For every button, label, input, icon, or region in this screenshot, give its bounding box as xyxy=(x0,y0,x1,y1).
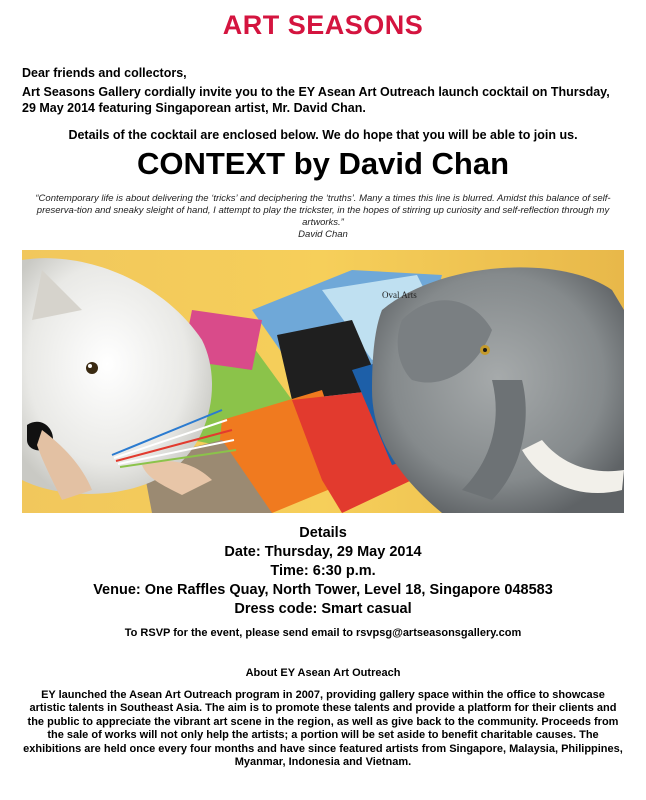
greeting: Dear friends and collectors, xyxy=(22,66,187,80)
quote-text: “Contemporary life is about delivering the ‘tricks’ and deciphering the ‘truths’. Many a times this line is blurred. Amidst this balance of self-preserva-tion and sneaky sleight of hand, I attempt to play the trickster, in the hopes of stirring up curiosity and self-reflection through my artworks.” xyxy=(35,193,611,228)
about-body: EY launched the Asean Art Outreach program in 2007, providing gallery space within the office to showcase artistic talents in Southeast Asia. The aim is to promote these talents and provide a platform for their clients and the public to appreciate the vibrant art scene in the region, as well as give back to the community. Proceeds from the sale of works will not only help the artists; a portion will be set aside to benefit charitable causes. The exhibitions are held once every four months and have since featured artists from Singapore, Malaysia, Philippines, Myanmar, Indonesia and Vietnam. xyxy=(23,689,623,769)
details-note: Details of the cocktail are enclosed below. We do hope that you will be able to join us. xyxy=(68,128,578,142)
details-dress-code: Dress code: Smart casual xyxy=(234,601,412,617)
rsvp-text: To RSVP for the event, please send email to rsvpsg@artseasonsgallery.com xyxy=(124,627,522,639)
details-heading: Details xyxy=(299,525,347,541)
artwork-painting xyxy=(22,250,624,513)
details-venue: Venue: One Raffles Quay, North Tower, Level 18, Singapore 048583 xyxy=(93,582,553,598)
details-time: Time: 6:30 p.m. xyxy=(270,563,376,579)
quote-author: David Chan xyxy=(298,229,348,240)
exhibition-title: CONTEXT by David Chan xyxy=(136,146,510,181)
artwork-tag: Oval Arts xyxy=(382,290,417,300)
event-details xyxy=(0,524,646,619)
artist-quote xyxy=(20,193,626,241)
invitation-text: Art Seasons Gallery cordially invite you to the EY Asean Art Outreach launch cocktail on Thursday, 29 May 2014 featuring Singaporean artist, Mr. David Chan. xyxy=(22,85,610,115)
artwork-image xyxy=(22,250,624,513)
brand-logo: ART SEASONS xyxy=(222,10,424,40)
about-title: About EY Asean Art Outreach xyxy=(245,667,401,679)
details-date: Date: Thursday, 29 May 2014 xyxy=(224,544,422,560)
